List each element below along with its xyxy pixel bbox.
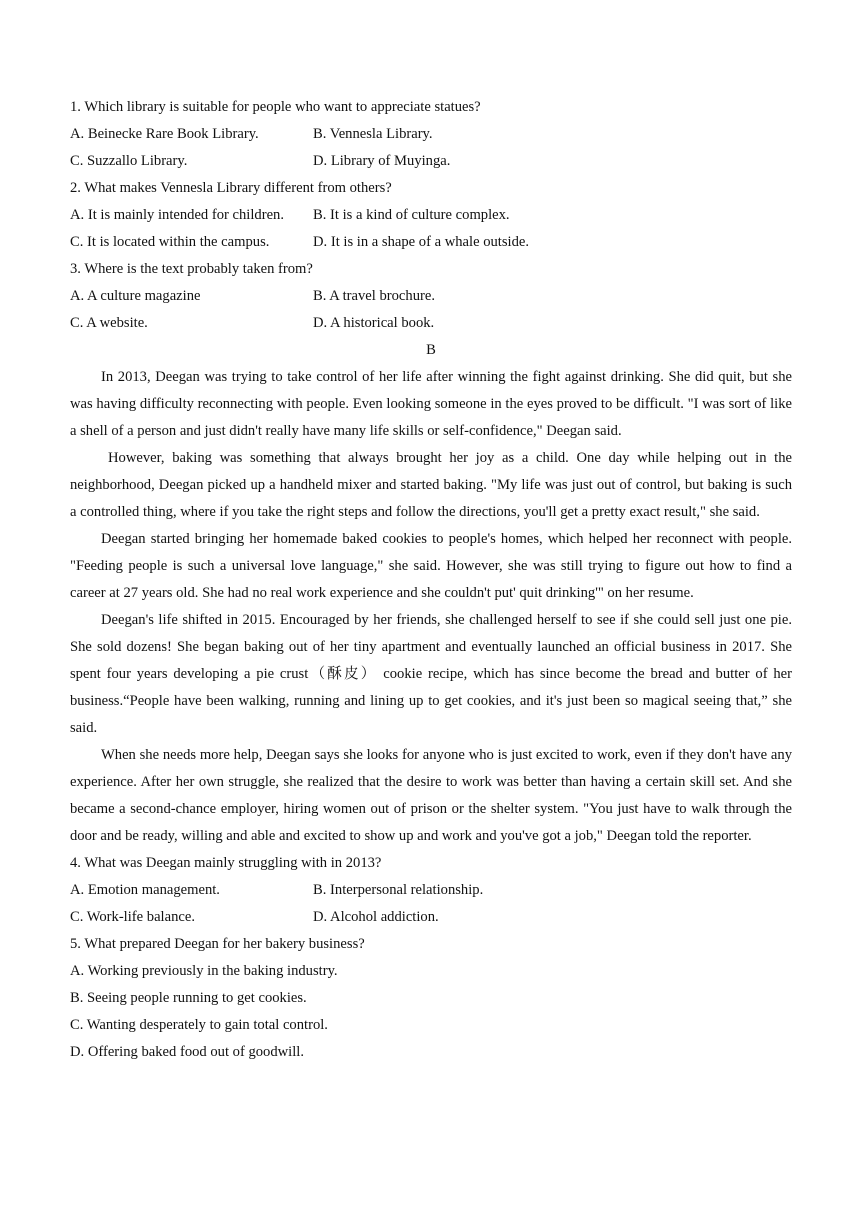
question-5-option-b: B. Seeing people running to get cookies. bbox=[70, 990, 307, 1006]
passage-paragraph-1: In 2013, Deegan was trying to take control of her life after winning the fight against drinking. She did quit, but she was having difficulty reconnecting with people. Even looking someone in the eyes proved to be difficult. "I was sort of like a shell of a person and just didn't really have many life skills or self-confidence," Deegan said. bbox=[70, 369, 792, 439]
question-4-stem: 4. What was Deegan mainly struggling with in 2013? bbox=[70, 855, 382, 871]
question-2-stem: 2. What makes Vennesla Library different from others? bbox=[70, 180, 392, 196]
passage-paragraph-4: Deegan's life shifted in 2015. Encouraged by her friends, she challenged herself to see if she could sell just one pie. She sold dozens! She began baking out of her tiny apartment and eventually launched an official business in 2017. She spent four years developing a pie crust（酥皮） cookie recipe, which has since become the bread and butter of her business.“People have been walking, running and lining up to get cookies, and it's just been so magical seeing that,” she said. bbox=[70, 612, 792, 736]
question-2-options-row-1 bbox=[70, 202, 792, 229]
question-5-option-c: C. Wanting desperately to gain total control. bbox=[70, 1017, 328, 1033]
question-1-option-c: C. Suzzallo Library. bbox=[70, 153, 188, 169]
question-2-option-a: A. It is mainly intended for children. bbox=[70, 207, 284, 223]
question-3-option-b: B. A travel brochure. bbox=[313, 288, 435, 304]
question-4-option-b: B. Interpersonal relationship. bbox=[313, 882, 484, 898]
document-content bbox=[70, 94, 792, 1066]
question-3-options-row-2 bbox=[70, 310, 792, 337]
question-5-option-d: D. Offering baked food out of goodwill. bbox=[70, 1044, 304, 1060]
question-2-option-b: B. It is a kind of culture complex. bbox=[313, 207, 510, 223]
question-4-option-a: A. Emotion management. bbox=[70, 882, 220, 898]
question-4-options-row-1 bbox=[70, 877, 792, 904]
question-5-stem: 5. What prepared Deegan for her bakery business? bbox=[70, 936, 365, 952]
question-2-options-row-2 bbox=[70, 229, 792, 256]
question-1-option-b: B. Vennesla Library. bbox=[313, 126, 433, 142]
passage-paragraph-5: When she needs more help, Deegan says she looks for anyone who is just excited to work, even if they don't have any experience. After her own struggle, she realized that the desire to work was better than having a certain skill set. And she became a second-chance employer, hiring women out of prison or the shelter system. "You just have to walk through the door and be ready, willing and able and excited to show up and work and you've got a job," Deegan told the reporter. bbox=[70, 747, 792, 844]
question-2-option-d: D. It is in a shape of a whale outside. bbox=[313, 234, 530, 250]
question-2-option-c: C. It is located within the campus. bbox=[70, 234, 270, 250]
passage-paragraph-2: However, baking was something that always brought her joy as a child. One day while helping out in the neighborhood, Deegan picked up a handheld mixer and started baking. "My life was just out of control, but baking is such a controlled thing, where if you take the right steps and follow the directions, you'll get a pretty exact result," she said. bbox=[70, 450, 792, 520]
question-5-option-a: A. Working previously in the baking industry. bbox=[70, 963, 338, 979]
passage-paragraph-3: Deegan started bringing her homemade baked cookies to people's homes, which helped her reconnect with people. "Feeding people is such a universal love language," she said. However, she was still trying to figure out how to find a career at 27 years old. She had no real work experience and she couldn't put' quit drinking'" on her resume. bbox=[70, 531, 792, 601]
question-3-stem: 3. Where is the text probably taken from? bbox=[70, 261, 313, 277]
question-1-stem: 1. Which library is suitable for people who want to appreciate statues? bbox=[70, 99, 481, 115]
question-3-option-a: A. A culture magazine bbox=[70, 288, 201, 304]
question-3-option-c: C. A website. bbox=[70, 315, 148, 331]
question-4-option-c: C. Work-life balance. bbox=[70, 909, 195, 925]
question-1-option-a: A. Beinecke Rare Book Library. bbox=[70, 126, 259, 142]
question-1-options-row-2 bbox=[70, 148, 792, 175]
question-4-options-row-2 bbox=[70, 904, 792, 931]
question-3-options-row-1 bbox=[70, 283, 792, 310]
question-4-option-d: D. Alcohol addiction. bbox=[313, 909, 439, 925]
question-1-options-row-1 bbox=[70, 121, 792, 148]
question-1-option-d: D. Library of Muyinga. bbox=[313, 153, 451, 169]
question-3-option-d: D. A historical book. bbox=[313, 315, 435, 331]
section-b-title: B bbox=[426, 342, 436, 358]
